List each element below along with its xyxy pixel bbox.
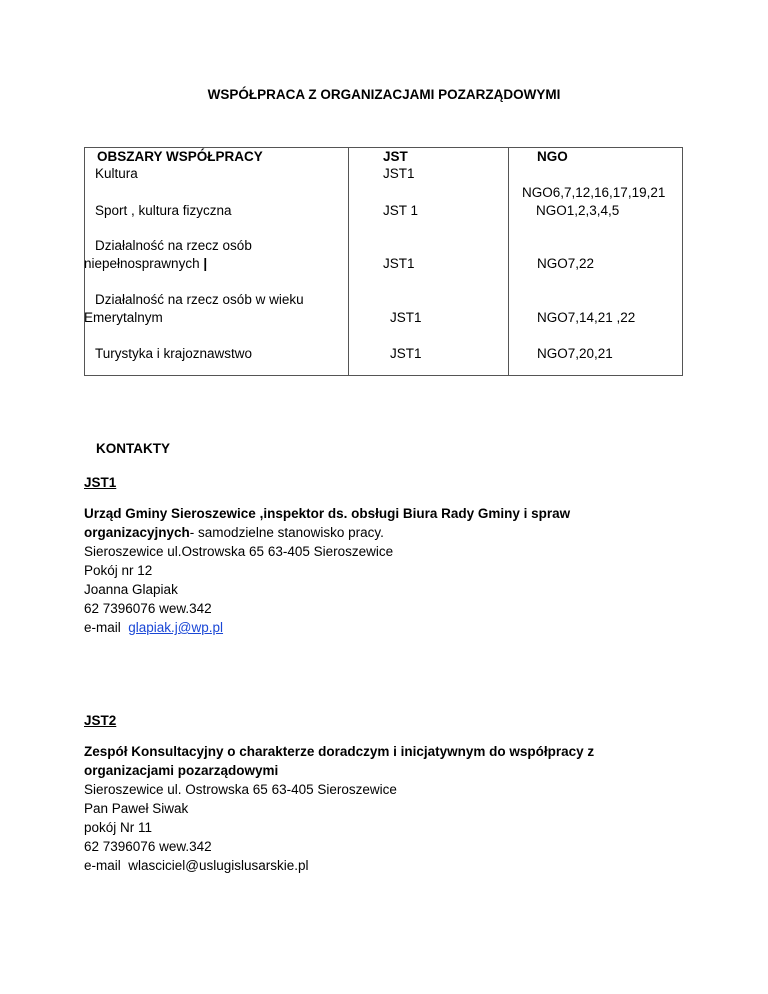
jst1-person: Joanna Glapiak (84, 582, 178, 597)
document-title: WSPÓŁPRACA Z ORGANIZACJAMI POZARZĄDOWYMI (207, 87, 561, 102)
row-3-jst: JST1 (383, 256, 415, 271)
row-3-area-line1: Działalność na rzecz osób (95, 238, 252, 253)
jst1-email-line: e-mail glapiak.j@wp.pl (84, 620, 224, 635)
row-4-area-line2: Emerytalnym (84, 310, 163, 325)
row-3-area-line2: niepełnosprawnych | (84, 256, 208, 271)
jst2-label: JST2 (84, 713, 117, 728)
header-jst: JST (383, 149, 408, 164)
jst1-office-line2: organizacyjnych- samodzielne stanowisko pracy. (84, 525, 384, 540)
jst1-address: Sieroszewice ul.Ostrowska 65 63-405 Sieroszewice (84, 544, 394, 559)
jst1-email-link[interactable]: glapiak.j@wp.pl (128, 620, 224, 635)
table-divider (508, 148, 509, 375)
row-4-area-line1: Działalność na rzecz osób w wieku (95, 292, 304, 307)
row-3-ngo: NGO7,22 (537, 256, 595, 271)
jst1-phone: 62 7396076 wew.342 (84, 601, 212, 616)
row-4-jst: JST1 (390, 310, 422, 325)
header-areas: OBSZARY WSPÓŁPRACY (97, 149, 263, 164)
contacts-heading: KONTAKTY (96, 441, 170, 456)
row-2-ngo: NGO1,2,3,4,5 (536, 203, 620, 218)
jst1-office-line1: Urząd Gminy Sieroszewice ,inspektor ds. obsługi Biura Rady Gminy i spraw (84, 506, 571, 521)
jst2-team-line1: Zespół Konsultacyjny o charakterze doradczym i inicjatywnym do współpracy z (84, 744, 595, 759)
table-divider (348, 148, 349, 375)
jst1-room: Pokój nr 12 (84, 563, 153, 578)
jst2-address: Sieroszewice ul. Ostrowska 65 63-405 Sieroszewice (84, 782, 397, 797)
jst1-label: JST1 (84, 475, 117, 490)
header-ngo: NGO (537, 149, 568, 164)
jst2-team-line2: organizacjami pozarządowymi (84, 763, 279, 778)
row-5-jst: JST1 (390, 346, 422, 361)
row-2-area: Sport , kultura fizyczna (95, 203, 232, 218)
row-1-ngo: NGO6,7,12,16,17,19,21 (522, 185, 666, 200)
row-5-area: Turystyka i krajoznawstwo (95, 346, 253, 361)
jst2-email: e-mail wlasciciel@uslugislusarskie.pl (84, 858, 309, 873)
jst2-person: Pan Paweł Siwak (84, 801, 189, 816)
jst2-room: pokój Nr 11 (84, 820, 153, 835)
row-1-area: Kultura (95, 166, 138, 181)
row-2-jst: JST 1 (383, 203, 419, 218)
jst2-phone: 62 7396076 wew.342 (84, 839, 212, 854)
row-5-ngo: NGO7,20,21 (537, 346, 613, 361)
row-4-ngo: NGO7,14,21 ,22 (537, 310, 636, 325)
row-1-jst: JST1 (383, 166, 415, 181)
